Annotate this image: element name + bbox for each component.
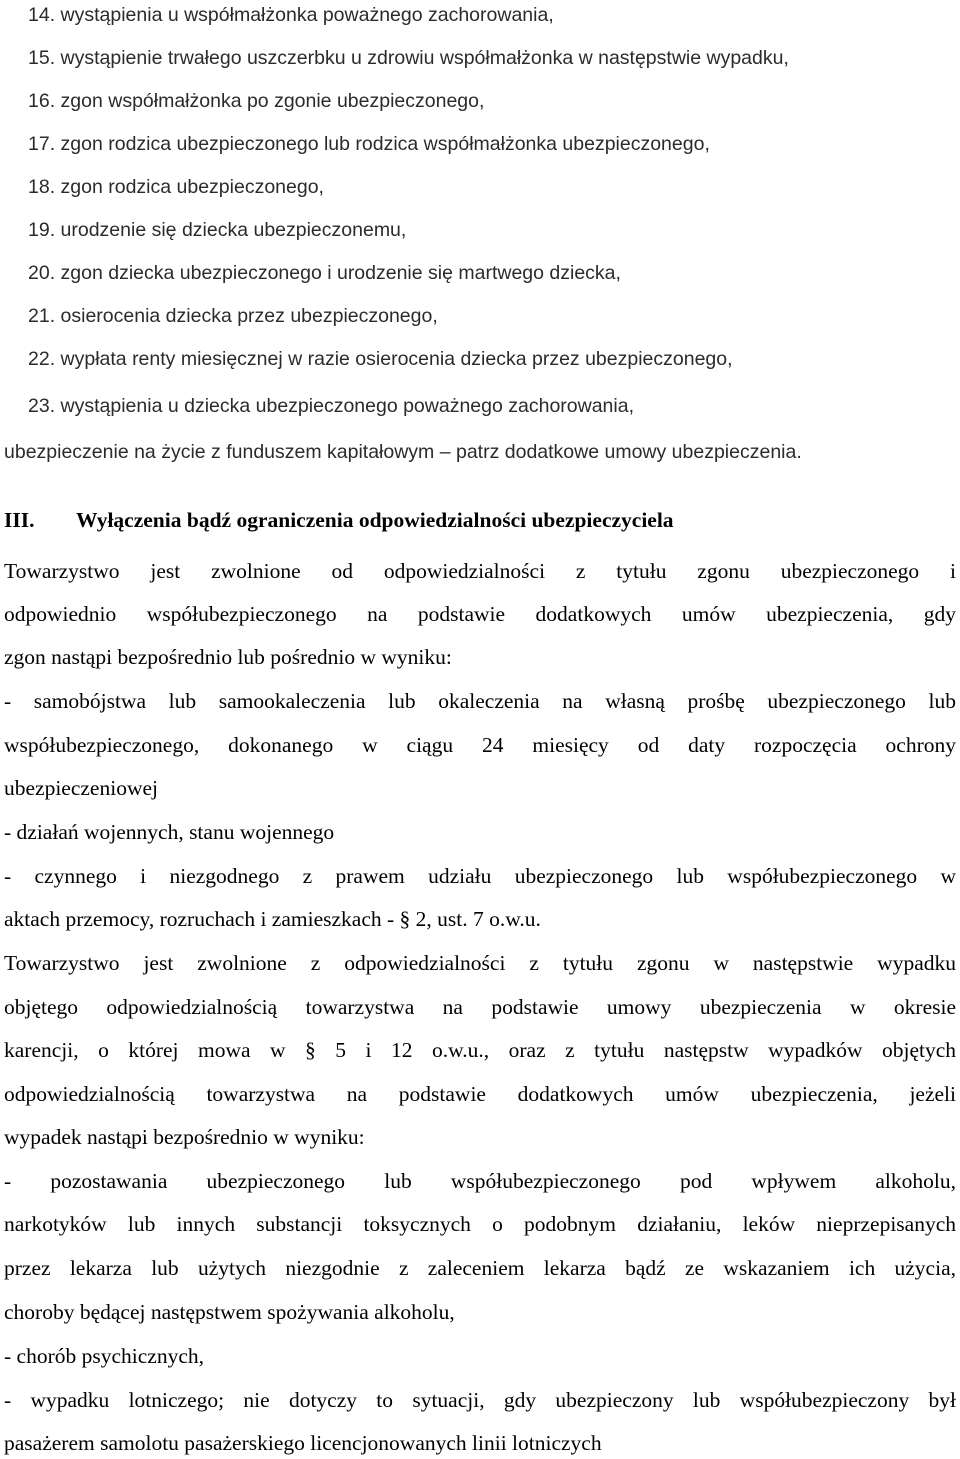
paragraph-line: - wypadku lotniczego; nie dotyczy to sytuacji, gdy ubezpieczony lub współubezpieczony był bbox=[4, 1388, 956, 1412]
list-item-text: wypłata renty miesięcznej w razie osierocenia dziecka przez ubezpieczonego, bbox=[60, 348, 733, 370]
paragraph-line: pasażerem samolotu pasażerskiego licencjonowanych linii lotniczych bbox=[4, 1431, 602, 1455]
paragraph-line: objętego odpowiedzialnością towarzystwa na podstawie umowy ubezpieczenia w okresie bbox=[4, 995, 956, 1019]
paragraph-line: narkotyków lub innych substancji toksycznych o podobnym działaniu, leków nieprzepisanych bbox=[4, 1212, 956, 1236]
list-item-number: 16. bbox=[28, 90, 56, 112]
paragraph-line: - samobójstwa lub samookaleczenia lub okaleczenia na własną prośbę ubezpieczonego lub bbox=[4, 689, 956, 713]
list-item bbox=[28, 172, 324, 202]
list-item-text: wystąpienia u współmałżonka poważnego zachorowania, bbox=[60, 4, 554, 26]
paragraph-line: - chorób psychicznych, bbox=[4, 1344, 204, 1368]
section-title: Wyłączenia bądź ograniczenia odpowiedzialności ubezpieczyciela bbox=[76, 508, 674, 532]
list-item-number: 17. bbox=[28, 133, 56, 155]
list-item bbox=[28, 391, 634, 421]
list-item bbox=[28, 258, 621, 288]
list-item bbox=[28, 301, 438, 331]
list-item-number: 20. bbox=[28, 262, 56, 284]
paragraph-line: zgon nastąpi bezpośrednio lub pośrednio w wyniku: bbox=[4, 645, 452, 669]
paragraph-line: Towarzystwo jest zwolnione od odpowiedzialności z tytułu zgonu ubezpieczonego i bbox=[4, 559, 956, 583]
paragraph-line: - czynnego i niezgodnego z prawem udziału ubezpieczonego lub współubezpieczonego w bbox=[4, 864, 956, 888]
paragraph-line: odpowiednio współubezpieczonego na podstawie dodatkowych umów ubezpieczenia, gdy bbox=[4, 602, 956, 626]
paragraph-line: przez lekarza lub użytych niezgodnie z zaleceniem lekarza bądź ze wskazaniem ich użycia, bbox=[4, 1256, 956, 1280]
list-item-number: 22. bbox=[28, 348, 56, 370]
paragraph-line: odpowiedzialnością towarzystwa na podstawie dodatkowych umów ubezpieczenia, jeżeli bbox=[4, 1082, 956, 1106]
list-item-text: zgon dziecka ubezpieczonego i urodzenie się martwego dziecka, bbox=[60, 262, 621, 284]
paragraph-line: Towarzystwo jest zwolnione z odpowiedzialności z tytułu zgonu w następstwie wypadku bbox=[4, 951, 956, 975]
paragraph-line: współubezpieczonego, dokonanego w ciągu 24 miesięcy od daty rozpoczęcia ochrony bbox=[4, 733, 956, 757]
list-item-number: 19. bbox=[28, 219, 56, 241]
list-item-text: zgon rodzica ubezpieczonego, bbox=[60, 176, 324, 198]
list-item bbox=[28, 43, 789, 73]
paragraph-line: aktach przemocy, rozruchach i zamieszkach - § 2, ust. 7 o.w.u. bbox=[4, 907, 541, 931]
list-item-text: zgon współmałżonka po zgonie ubezpieczonego, bbox=[60, 90, 485, 112]
list-item bbox=[28, 129, 710, 159]
life-insurance-line: ubezpieczenie na życie z funduszem kapitałowym – patrz dodatkowe umowy ubezpieczenia. bbox=[4, 441, 802, 463]
list-item-text: wystąpienie trwałego uszczerbku u zdrowiu współmałżonka w następstwie wypadku, bbox=[60, 47, 789, 69]
section-number: III. bbox=[4, 508, 35, 532]
list-item-text: urodzenie się dziecka ubezpieczonemu, bbox=[60, 219, 407, 241]
list-item bbox=[28, 0, 554, 30]
paragraph-line: ubezpieczeniowej bbox=[4, 776, 158, 800]
list-item-text: wystąpienia u dziecka ubezpieczonego poważnego zachorowania, bbox=[60, 395, 634, 417]
paragraph-line: karencji, o której mowa w § 5 i 12 o.w.u., oraz z tytułu następstw wypadków objętych bbox=[4, 1038, 956, 1062]
section-heading bbox=[0, 505, 960, 535]
list-item-text: zgon rodzica ubezpieczonego lub rodzica współmałżonka ubezpieczonego, bbox=[60, 133, 710, 155]
list-item bbox=[28, 86, 484, 116]
list-item-number: 21. bbox=[28, 305, 56, 327]
paragraph-line: - działań wojennych, stanu wojennego bbox=[4, 820, 335, 844]
list-item bbox=[28, 344, 733, 374]
list-item bbox=[28, 215, 406, 245]
list-item-number: 23. bbox=[28, 395, 56, 417]
paragraph-line: wypadek nastąpi bezpośrednio w wyniku: bbox=[4, 1125, 365, 1149]
list-item-number: 15. bbox=[28, 47, 56, 69]
list-item-number: 14. bbox=[28, 4, 56, 26]
list-item-number: 18. bbox=[28, 176, 56, 198]
list-item-text: osierocenia dziecka przez ubezpieczonego, bbox=[60, 305, 438, 327]
paragraph-line: choroby będącej następstwem spożywania alkoholu, bbox=[4, 1300, 455, 1324]
paragraph-line: - pozostawania ubezpieczonego lub współubezpieczonego pod wpływem alkoholu, bbox=[4, 1169, 956, 1193]
